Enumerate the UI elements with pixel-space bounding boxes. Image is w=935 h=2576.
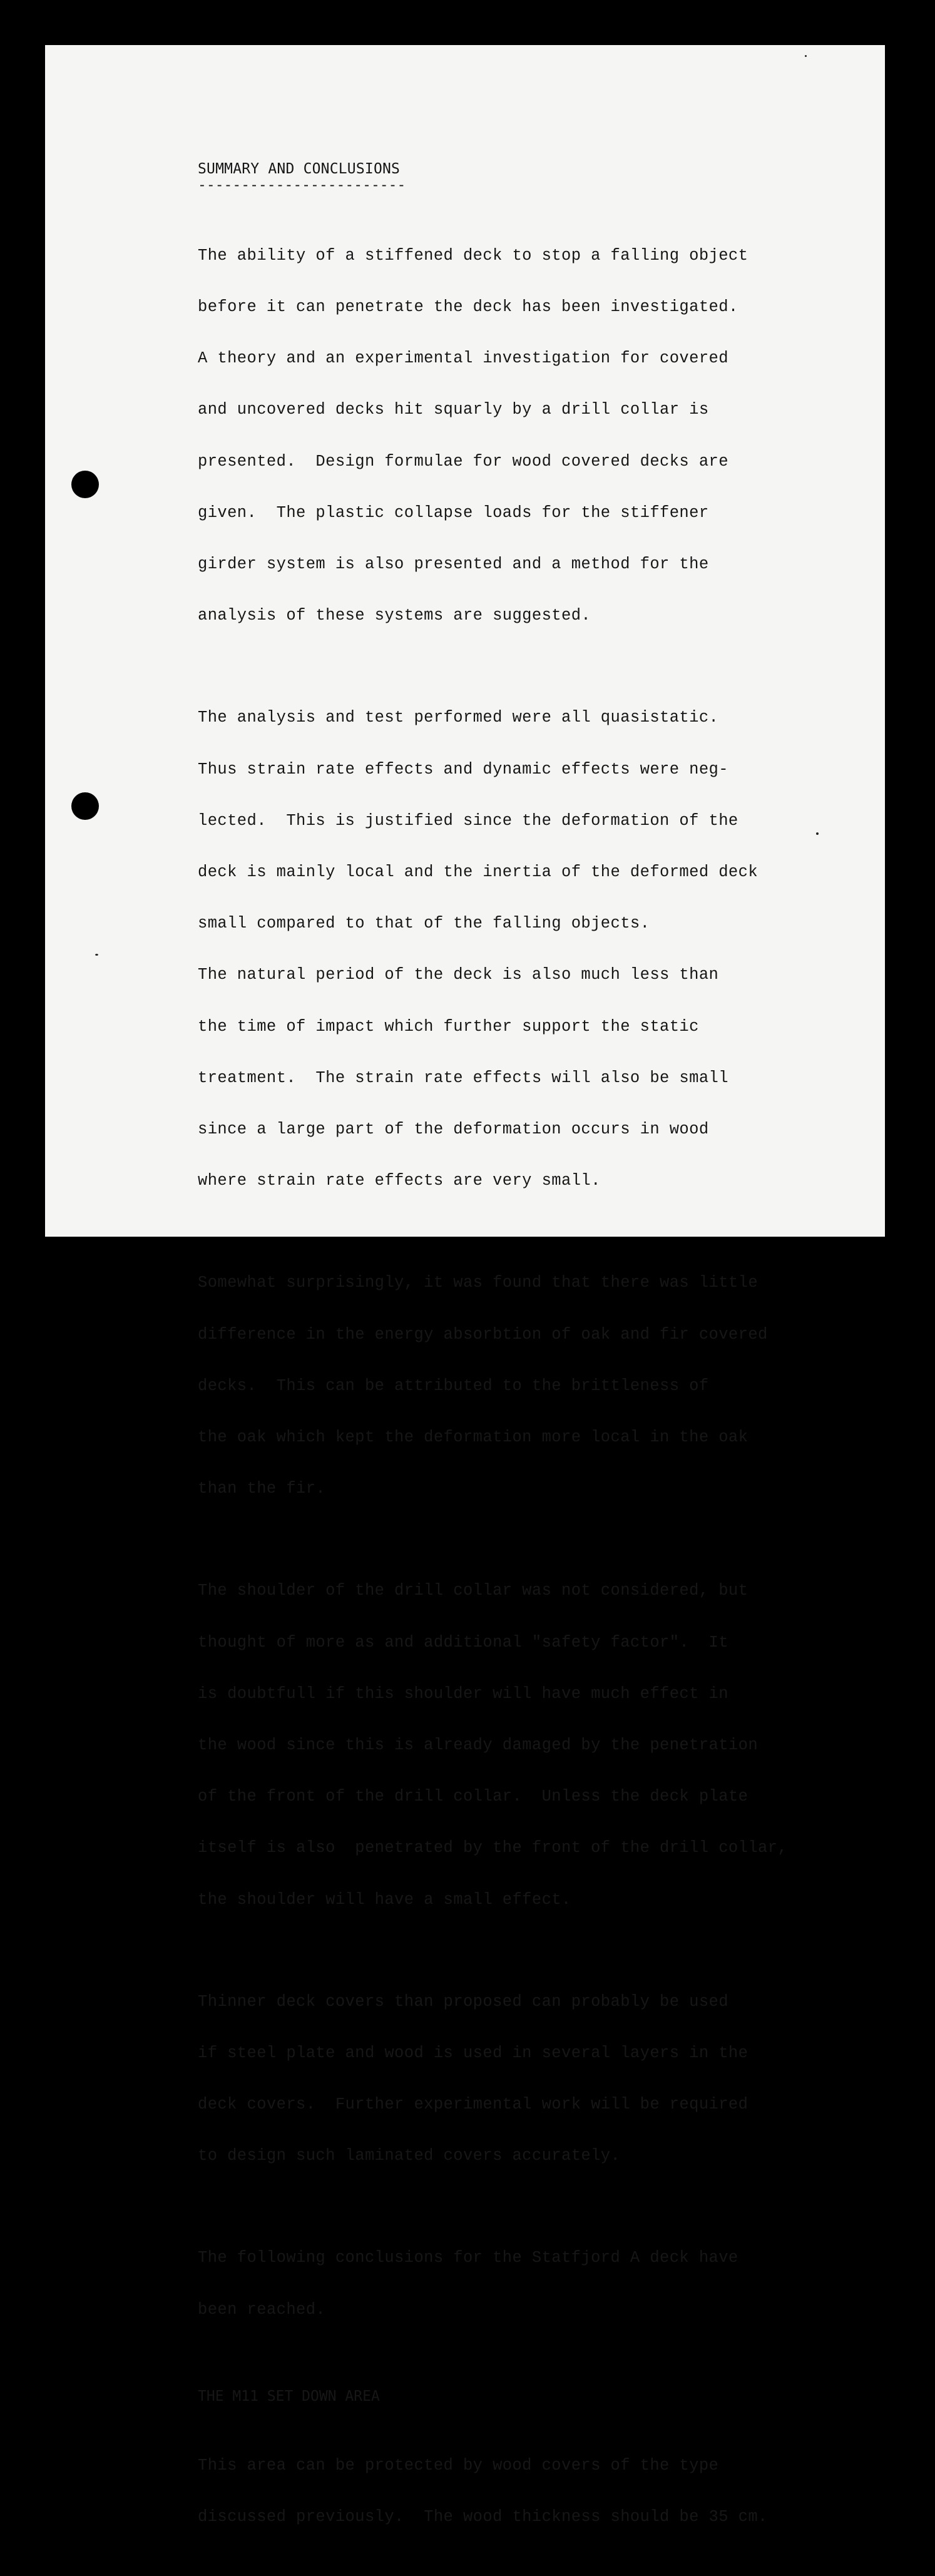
- paragraph-4: [198, 1548, 836, 1942]
- text-line: is doubtfull if this shoulder will have much effect in: [198, 1684, 728, 1703]
- text-line: discussed previously. The wood thickness should be 35 cm.: [198, 2507, 768, 2526]
- text-line: where strain rate effects are very small.: [198, 1172, 601, 1190]
- title-underline: ------------------------: [198, 177, 406, 193]
- text-line: The shoulder of the drill collar was not considered, but: [198, 1582, 749, 1600]
- scan-speck: [805, 55, 807, 57]
- scan-speck: [95, 954, 98, 956]
- punch-hole: [71, 792, 99, 820]
- text-line: treatment. The strain rate effects will also be small: [198, 1068, 728, 1087]
- text-line: if steel plate and wood is used in several layers in the: [198, 2043, 749, 2062]
- document-body: [198, 159, 836, 2576]
- section-heading: THE M11 SET DOWN AREA: [198, 2388, 380, 2405]
- text-line: and uncovered decks hit squarly by a drill collar is: [198, 401, 709, 419]
- text-line: since a large part of the deformation occurs in wood: [198, 1120, 709, 1139]
- text-line: decks. This can be attributed to the brittleness of: [198, 1376, 709, 1395]
- page-title: SUMMARY AND CONCLUSIONS: [198, 161, 401, 177]
- text-line: deck is mainly local and the inertia of the deformed deck: [198, 863, 759, 882]
- paragraph-5: [198, 1959, 836, 2199]
- text-line: the time of impact which further support the static: [198, 1017, 699, 1036]
- text-line: before it can penetrate the deck has been investigated.: [198, 298, 738, 317]
- text-line: This area can be protected by wood covers of the type: [198, 2456, 719, 2475]
- text-line: itself is also penetrated by the front of the drill collar,: [198, 1839, 788, 1858]
- text-line: The natural period of the deck is also much less than: [198, 966, 719, 984]
- paragraph-6: [198, 2216, 836, 2353]
- paragraph-2: [198, 675, 836, 1224]
- text-line: The ability of a stiffened deck to stop a falling object: [198, 246, 749, 265]
- text-line: than the fir.: [198, 1480, 326, 1498]
- text-line: Somewhat surprisingly, it was found that there was little: [198, 1274, 759, 1292]
- text-line: small compared to that of the falling objects.: [198, 914, 650, 933]
- text-line: presented. Design formulae for wood covered decks are: [198, 452, 728, 471]
- text-line: girder system is also presented and a method for the: [198, 555, 709, 574]
- text-line: to design such laminated covers accurately.: [198, 2147, 621, 2165]
- paragraph-1: [198, 213, 836, 659]
- paragraph-3: [198, 1240, 836, 1532]
- text-line: lected. This is justified since the deformation of the: [198, 811, 738, 830]
- text-line: of the front of the drill collar. Unless the deck plate: [198, 1787, 749, 1806]
- text-line: the wood since this is already damaged by the penetration: [198, 1735, 759, 1754]
- text-line: Thus strain rate effects and dynamic effects were neg-: [198, 760, 728, 779]
- text-line: thought of more as and additional "safety factor". It: [198, 1633, 728, 1652]
- text-line: the shoulder will have a small effect.: [198, 1890, 571, 1909]
- text-line: A theory and an experimental investigation for covered: [198, 349, 728, 368]
- text-line: deck covers. Further experimental work will be required: [198, 2095, 749, 2114]
- text-line: the oak which kept the deformation more local in the oak: [198, 1428, 749, 1447]
- text-line: difference in the energy absorbtion of oak and fir covered: [198, 1325, 768, 1344]
- section-paragraph: [198, 2423, 836, 2560]
- text-line: Thinner deck covers than proposed can probably be used: [198, 1992, 728, 2011]
- text-line: analysis of these systems are suggested.: [198, 606, 591, 625]
- text-line: The analysis and test performed were all quasistatic.: [198, 708, 719, 727]
- text-line: given. The plastic collapse loads for the stiffener: [198, 503, 709, 522]
- punch-hole: [71, 471, 99, 498]
- text-line: been reached.: [198, 2300, 326, 2319]
- text-line: The following conclusions for the Statfjord A deck have: [198, 2249, 738, 2267]
